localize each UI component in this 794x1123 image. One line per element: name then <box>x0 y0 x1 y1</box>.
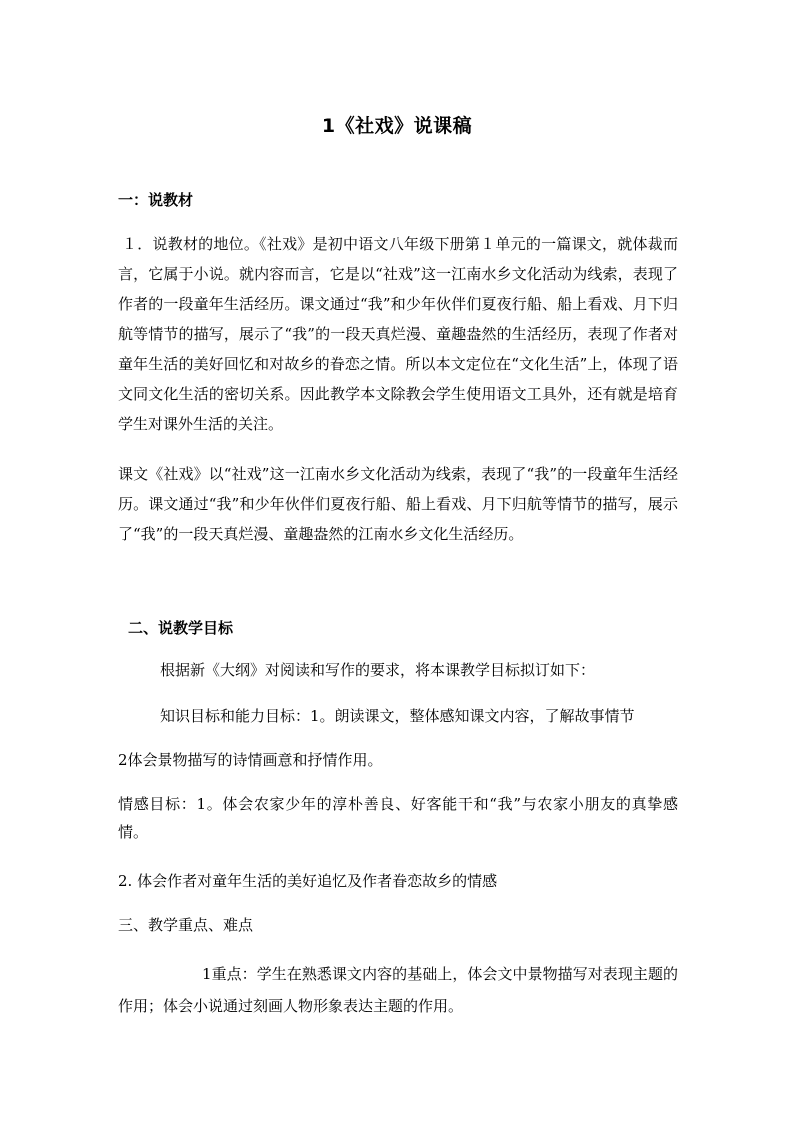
emotion-goal-2: 2. 体会作者对童年生活的美好追忆及作者眷恋故乡的情感 <box>118 872 498 890</box>
section-heading-textbook: 一：说教材 <box>118 191 194 209</box>
key-points-paragraph: 1重点：学生在熟悉课文内容的基础上，体会文中景物描写对表现主题的作用；体会小说通过刻画人物形象表达主题的作用。 <box>118 965 678 1015</box>
paragraph-text-summary: 课文《社戏》以“社戏”这一江南水乡文化活动为线索，表现了“我”的一段童年生活经历。课文通过“我”和少年伙伴们夏夜行船、船上看戏、月下归航等情节的描写，展示了“我”的一段天真烂漫、童趣盎然的江南水乡文化生活经历。 <box>118 465 678 543</box>
knowledge-goal-2: 2体会景物描写的诗情画意和抒情作用。 <box>118 751 383 769</box>
page-title: 1《社戏》说课稿 <box>321 115 473 137</box>
section-heading-teaching-goals: 二、说教学目标 <box>128 619 234 637</box>
goals-intro: 根据新《大纲》对阅读和写作的要求，将本课教学目标拟订如下： <box>160 661 596 679</box>
knowledge-goal: 知识目标和能力目标：1。朗读课文，整体感知课文内容，了解故事情节 <box>160 707 635 725</box>
paragraph-textbook-position: １．说教材的地位。《社戏》是初中语文八年级下册第１单元的一篇课文，就体裁而言，它属于小说。就内容而言，它是以“社戏”这一江南水乡文化活动为线索，表现了作者的一段童年生活经历。课文通过“我”和少年伙伴们夏夜行船、船上看戏、月下归航等情节的描写，展示了“我”的一段天真烂漫、童趣盎然的生活经历，表现了作者对童年生活的美好回忆和对故乡的眷恋之情。所以本文定位在“文化生活”上，体现了语文同文化生活的密切关系。因此教学本文除教会学生使用语文工具外，还有就是培育学生对课外生活的关注。 <box>118 235 678 433</box>
emotion-goal: 情感目标：1。体会农家少年的淳朴善良、好客能干和“我”与农家小朋友的真挚感情。 <box>118 795 678 841</box>
section-heading-key-points: 三、教学重点、难点 <box>118 916 254 934</box>
